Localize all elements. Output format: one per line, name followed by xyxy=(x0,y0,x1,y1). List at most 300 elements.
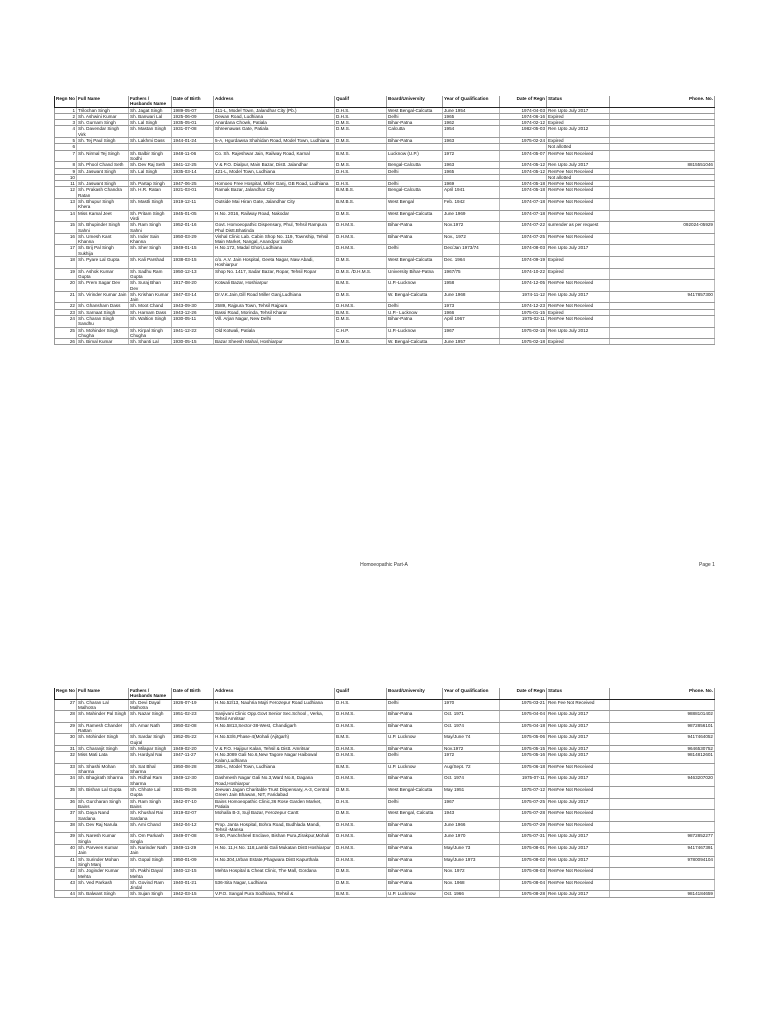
cell-board: Bihar-Patna xyxy=(387,233,443,245)
cell-year: 1963 xyxy=(443,138,500,144)
cell-address: H.No.53/6,Phase-4(Mohali (Ajitgarh) xyxy=(214,734,335,746)
cell-year: Oct. 1971 xyxy=(443,711,500,723)
cell-fathers-name: Sh. Chhote Lal Gupta xyxy=(129,787,172,799)
cell-dob: 1941-12-25 xyxy=(172,162,214,168)
table-header xyxy=(55,688,715,699)
cell-year: June 1957 xyxy=(443,339,500,345)
cell-board: Delhi xyxy=(387,168,443,174)
cell-qualif: B.M.S. xyxy=(335,309,387,315)
cell-fathers-name: Sh. Om Parkash Singla xyxy=(129,833,172,845)
register-table-part-1 xyxy=(54,96,715,345)
table-row xyxy=(55,868,715,880)
cell-board: Delhi xyxy=(387,181,443,187)
cell-full-name: Sh. Gurcharan Singh Bains xyxy=(77,798,129,810)
cell-board: Delhi xyxy=(387,798,443,810)
cell-fathers-name: Sh. Kirpal Singh Chugha xyxy=(129,327,172,339)
cell-address: Old Kotwali, Patiala xyxy=(214,327,335,339)
cell-phone: 9780094104 xyxy=(610,856,715,868)
cell-phone xyxy=(610,821,715,833)
cell-fathers-name: Sh. Ridhal Ram Sharma xyxy=(129,775,172,787)
cell-year: June 1969 xyxy=(443,210,500,222)
cell-date-regn: 1975-08-01 xyxy=(500,845,547,857)
cell-status: RenFee Not Received xyxy=(547,280,610,292)
cell-qualif: B.M.S. xyxy=(335,763,387,775)
cell-status: RenFee Not Received xyxy=(547,199,610,211)
cell-status: Expired xyxy=(547,339,610,345)
cell-qualif: D.M.S. xyxy=(335,138,387,144)
cell-year: Nov. 1968 xyxy=(443,879,500,891)
cell-address: Mohalla B-3, Sujl Bazar, Ferozepur Cantt xyxy=(214,810,335,822)
cell-qualif: C.H.P. xyxy=(335,327,387,339)
cell-dob: 1925-06-09 xyxy=(172,113,214,119)
cell-phone: 9417464052 xyxy=(610,734,715,746)
cell-qualif: D.M.S. xyxy=(335,787,387,799)
cell-board: Bihar-Patna xyxy=(387,722,443,734)
cell-board: West Bengal-Calcutta xyxy=(387,787,443,799)
cell-qualif: D.M.S. /D.H.M.S. xyxy=(335,268,387,280)
cell-regn-no: 42 xyxy=(55,868,77,880)
header-dob: Date of Birth xyxy=(172,688,214,699)
cell-status: Ren Upto July 2017 xyxy=(547,845,610,857)
cell-date-regn: 1975-01-15 xyxy=(500,309,547,315)
cell-full-name: Sh. Daya Nand Sardana xyxy=(77,810,129,822)
cell-fathers-name: Sh. Gopal Singh xyxy=(129,856,172,868)
cell-year: 1966 xyxy=(443,309,500,315)
cell-board: U.P.-Lucknow xyxy=(387,327,443,339)
cell-address: 536-Sita Nagar, Ludhiana xyxy=(214,879,335,891)
table-row xyxy=(55,327,715,339)
cell-status: Ren Upto July 2017 xyxy=(547,856,610,868)
cell-full-name: Sh. Virinder Kumar Jain xyxy=(77,291,129,303)
cell-address: H.No.304,Urban Estate,Phagwara Distt Kapurthala xyxy=(214,856,335,868)
cell-board: Bihar-Patna xyxy=(387,138,443,144)
cell-address: Sanjivani Clinic Opp.Govt Senior Sec.School , Verka, Tehsil Amritsar xyxy=(214,711,335,723)
cell-fathers-name: Sh. Sujan Singh xyxy=(129,891,172,897)
cell-regn-no: 9 xyxy=(55,168,77,174)
cell-regn-no: 1 xyxy=(55,107,77,113)
table-row xyxy=(55,699,715,711)
cell-phone: 9872856101 xyxy=(610,722,715,734)
cell-qualif: D.H.S. xyxy=(335,107,387,113)
cell-dob: 1931-05-26 xyxy=(172,787,214,799)
cell-status: RenFee Not Received xyxy=(547,879,610,891)
cell-qualif: D.M.S. xyxy=(335,810,387,822)
cell-full-name: Sh. Mohinder Singh Chugha xyxy=(77,327,129,339)
cell-status: Expired xyxy=(547,138,610,144)
cell-status: Not allotted xyxy=(547,144,610,150)
cell-address: Bains Homoeopathic Clinic,36 Rose Garden Market, Patiala xyxy=(214,798,335,810)
cell-regn-no: 43 xyxy=(55,879,77,891)
cell-qualif: D.H.M.S. xyxy=(335,752,387,764)
cell-qualif: D.H.S. xyxy=(335,798,387,810)
cell-board: West Bengal-Calcutta xyxy=(387,107,443,113)
cell-board: Bihar-Patna xyxy=(387,856,443,868)
cell-full-name: Sh. Parveen Kumar Jain xyxy=(77,845,129,857)
cell-regn-no: 38 xyxy=(55,821,77,833)
cell-year: June 1970 xyxy=(443,833,500,845)
cell-regn-no: 3 xyxy=(55,120,77,126)
cell-qualif: D.H.S. xyxy=(335,181,387,187)
header-regn-no: Regn No xyxy=(55,688,77,699)
cell-year: 1969 xyxy=(443,181,500,187)
cell-address: H.No. 11,H.No. 118,Lambi Gali Mukatan Distt Hoshiarpur xyxy=(214,845,335,857)
cell-qualif: D.H.M.S. xyxy=(335,233,387,245)
cell-regn-no: 5 xyxy=(55,138,77,144)
cell-dob: 1945-01-05 xyxy=(172,210,214,222)
cell-regn-no: 35 xyxy=(55,787,77,799)
cell-regn-no: 15 xyxy=(55,222,77,234)
header-full-name: Full Name xyxy=(77,688,129,699)
header-year: Year of Qualification xyxy=(443,688,500,699)
cell-status: RenFee Not Received xyxy=(547,315,610,327)
cell-regn-no: 37 xyxy=(55,810,77,822)
cell-date-regn: 1975-08-28 xyxy=(500,891,547,897)
table-row xyxy=(55,291,715,303)
cell-status: RenFee Not Received xyxy=(547,210,610,222)
cell-date-regn: 1974-08-03 xyxy=(500,245,547,257)
cell-status: RenFee Not Received xyxy=(547,168,610,174)
cell-board: Delhi xyxy=(387,752,443,764)
cell-regn-no: 6 xyxy=(55,144,77,150)
cell-dob: 1943-12-26 xyxy=(172,309,214,315)
cell-year: 1973 xyxy=(443,303,500,309)
cell-full-name: Sh. Charan Lal Malhotra xyxy=(77,699,129,711)
cell-regn-no: 21 xyxy=(55,291,77,303)
cell-qualif: D.H.S. xyxy=(335,168,387,174)
cell-address: Bazar Sheesh Mahal, Hoshiarpur xyxy=(214,339,335,345)
cell-board: U.P. Lucknow xyxy=(387,891,443,897)
cell-fathers-name: Sh. Harnam Dass xyxy=(129,309,172,315)
cell-full-name: Sh. Davendar Singh Virk xyxy=(77,126,129,138)
cell-fathers-name: Sh. Ami Chand xyxy=(129,821,172,833)
cell-address: Shop No. 1417, Sadar Bazar, Ropar, Tehsil Ropar xyxy=(214,268,335,280)
header-full-name: Full Name xyxy=(77,96,129,107)
header-phone: Phone. No. xyxy=(610,688,715,699)
cell-address: Ramak Bazar, Jalandhar City xyxy=(214,187,335,199)
cell-fathers-name: Sh. Waltion Singh xyxy=(129,315,172,327)
cell-year: Oct. 1974 xyxy=(443,775,500,787)
table-row xyxy=(55,257,715,269)
cell-phone xyxy=(610,150,715,162)
cell-qualif: B.M.B.S. xyxy=(335,187,387,199)
cell-qualif: D.H.M.S. xyxy=(335,222,387,234)
cell-status: Ren Upto July 2017 xyxy=(547,798,610,810)
cell-year: Dec. 1964 xyxy=(443,257,500,269)
cell-status: RenFee Not Received xyxy=(547,187,610,199)
cell-board: Bihar-Patna xyxy=(387,868,443,880)
cell-full-name: Sh. Charan Singh Sandhu xyxy=(77,315,129,327)
cell-phone xyxy=(610,763,715,775)
cell-board: U.P. Lucknow xyxy=(387,734,443,746)
table-row xyxy=(55,734,715,746)
cell-fathers-name: Sh. Sher Singh xyxy=(129,245,172,257)
cell-regn-no: 44 xyxy=(55,891,77,897)
cell-dob: 1940-12-15 xyxy=(172,868,214,880)
cell-dob: 1935-03-14 xyxy=(172,168,214,174)
table-row xyxy=(55,856,715,868)
cell-date-regn: 1975-03-21 xyxy=(500,699,547,711)
cell-full-name: Sh. Ramesh Chander Rattan xyxy=(77,722,129,734)
cell-qualif: D.H.M.S. xyxy=(335,775,387,787)
cell-status: RenFee Not Received xyxy=(547,303,610,309)
cell-phone xyxy=(610,339,715,345)
cell-dob: 1950-08-28 xyxy=(172,763,214,775)
table-row xyxy=(55,845,715,857)
cell-regn-no: 8 xyxy=(55,162,77,168)
cell-phone: 9463207020 xyxy=(610,775,715,787)
cell-board: University Bihar-Patna xyxy=(387,268,443,280)
cell-status: RenFee Not Received xyxy=(547,763,610,775)
cell-board: Bihar-Patna xyxy=(387,711,443,723)
cell-phone: 9814812601 xyxy=(610,752,715,764)
table-row xyxy=(55,821,715,833)
cell-dob: 1950-12-13 xyxy=(172,268,214,280)
cell-phone xyxy=(610,210,715,222)
cell-full-name: Sh. Brij Pal Singh Sukhija xyxy=(77,245,129,257)
page-number: Page 1 xyxy=(699,562,715,568)
cell-year: Nov., 1972 xyxy=(443,233,500,245)
cell-regn-no: 18 xyxy=(55,257,77,269)
cell-address: H.No. 2016, Railway Road, Nakodar xyxy=(214,210,335,222)
cell-dob: 1949-07-08 xyxy=(172,833,214,845)
cell-date-regn: 1975-06-18 xyxy=(500,763,547,775)
cell-year: Nov.1972 xyxy=(443,222,500,234)
cell-status: surrender as per request xyxy=(547,222,610,234)
cell-status: Ren Upto July 2017 xyxy=(547,833,610,845)
cell-regn-no: 16 xyxy=(55,233,77,245)
cell-phone xyxy=(610,268,715,280)
cell-year: June 1968 xyxy=(443,291,500,303)
cell-qualif: D.H.M.S. xyxy=(335,745,387,751)
cell-regn-no: 4 xyxy=(55,126,77,138)
cell-fathers-name: Sh. Nazar Singh xyxy=(129,711,172,723)
cell-full-name: Sh. Tej Paul Singh xyxy=(77,138,129,144)
cell-year: 1972 xyxy=(443,752,500,764)
cell-address: Outside Mai Hiran Gate, Jalandhar City xyxy=(214,199,335,211)
cell-regn-no: 36 xyxy=(55,798,77,810)
cell-status: Ren Upto July 2017 xyxy=(547,162,610,168)
cell-regn-no: 2 xyxy=(55,113,77,119)
table-row xyxy=(55,245,715,257)
cell-board: U.P.-Lucknow xyxy=(387,280,443,292)
cell-date-regn: 1974-09-19 xyxy=(500,257,547,269)
cell-date-regn: 1975-07-12 xyxy=(500,787,547,799)
cell-board: W. Bengal-Calcutta xyxy=(387,291,443,303)
cell-board: Bihar-Patna xyxy=(387,745,443,751)
table-row xyxy=(55,879,715,891)
header-address: Address xyxy=(214,688,335,699)
cell-full-name: Sh. Ghansham Dass xyxy=(77,303,129,309)
cell-dob: 1989-05-07 xyxy=(172,107,214,113)
cell-dob: 1949-01-15 xyxy=(172,245,214,257)
cell-date-regn: 1974-02-12 xyxy=(500,120,547,126)
cell-fathers-name: Sh. Pritam Singh Virdi xyxy=(129,210,172,222)
cell-fathers-name: Sh. Ram Singh Sahni xyxy=(129,222,172,234)
cell-board: West Bengal, Calcutta xyxy=(387,810,443,822)
cell-phone xyxy=(610,810,715,822)
cell-address: Jeewan Jagan Charitable Trust Dispensary, A-3, Central Green Jain Bhawan, NIT, Faridabad xyxy=(214,787,335,799)
cell-fathers-name: Sh. Partap Singh xyxy=(129,181,172,187)
cell-regn-no: 41 xyxy=(55,856,77,868)
cell-dob: 1947-11-27 xyxy=(172,752,214,764)
cell-qualif: D.H.M.S. xyxy=(335,833,387,845)
cell-full-name: Sh. Sarnaat Singh xyxy=(77,309,129,315)
cell-full-name: Sh. Surinder Mohan Singh Manj xyxy=(77,856,129,868)
cell-full-name: Sh. Ashok Kumar Gupta xyxy=(77,268,129,280)
cell-board: West Bengal xyxy=(387,199,443,211)
cell-status: Ren Upto July 2017 xyxy=(547,291,610,303)
cell-year: 1962 xyxy=(443,120,500,126)
cell-regn-no: 24 xyxy=(55,315,77,327)
cell-date-regn: 1975-05-16 xyxy=(500,752,547,764)
cell-board: Bihar-Patna xyxy=(387,879,443,891)
cell-qualif: D.H.M.S. xyxy=(335,856,387,868)
cell-qualif: D.M.S. xyxy=(335,291,387,303)
cell-qualif: D.M.S. xyxy=(335,120,387,126)
table-row xyxy=(55,126,715,138)
cell-address: Homoeo Free Hospital, Miller Ganj, GB Road, Ludhiana xyxy=(214,181,335,187)
cell-fathers-name: Sh. Mastan Singh xyxy=(129,126,172,138)
cell-year: Oct. 1974 xyxy=(443,722,500,734)
table-row xyxy=(55,315,715,327)
cell-fathers-name: Sh. Sadhu Ram Gupta xyxy=(129,268,172,280)
cell-full-name: Sh. Ved Parkash xyxy=(77,879,129,891)
cell-fathers-name: Sh. Moot Chand xyxy=(129,303,172,309)
cell-board: W. Bengal-Calcutta xyxy=(387,339,443,345)
cell-dob: 1942-03-15 xyxy=(172,891,214,897)
cell-date-regn: 1975-08-04 xyxy=(500,879,547,891)
cell-full-name: Sh. Pyare Lal Gupta xyxy=(77,257,129,269)
cell-regn-no: 28 xyxy=(55,711,77,723)
cell-full-name: Sh. Joginder Kumar Mehta xyxy=(77,868,129,880)
cell-phone: 092024-05929 xyxy=(610,222,715,234)
cell-date-regn: 1974-12-05 xyxy=(500,280,547,292)
cell-qualif: D.M.S. xyxy=(335,210,387,222)
cell-date-regn: 1975-08-03 xyxy=(500,868,547,880)
cell-fathers-name: Sh. Dev Raj Seth xyxy=(129,162,172,168)
header-regn-no: Regn No xyxy=(55,96,77,107)
cell-phone: 9646530752 xyxy=(610,745,715,751)
table-row xyxy=(55,222,715,234)
cell-full-name: Sh. Gurnam Singh xyxy=(77,120,129,126)
cell-regn-no: 11 xyxy=(55,181,77,187)
header-date-regn: Date of Regn xyxy=(500,688,547,699)
cell-dob: 1935-05-01 xyxy=(172,120,214,126)
cell-qualif: D.M.S. xyxy=(335,162,387,168)
cell-regn-no: 22 xyxy=(55,303,77,309)
cell-phone xyxy=(610,280,715,292)
header-board: Board/University xyxy=(387,688,443,699)
cell-phone: 9417857300 xyxy=(610,291,715,303)
cell-fathers-name: Sh. Kali Parshad xyxy=(129,257,172,269)
cell-year: Nov.1972 xyxy=(443,745,500,751)
cell-regn-no: 12 xyxy=(55,187,77,199)
cell-status: Ren Upto July 2017 xyxy=(547,752,610,764)
cell-board: Bihar-Patna xyxy=(387,845,443,857)
cell-status: Ren Upto July 2017 xyxy=(547,245,610,257)
cell-year: Dec/Jan 1973/74 xyxy=(443,245,500,257)
cell-address: Shreenawas Gate, Patiala xyxy=(214,126,335,138)
cell-address: V & P.O. Hajipur Kalan, Tehsil & Distt. Amritsar xyxy=(214,745,335,751)
cell-year: June 1966 xyxy=(443,821,500,833)
cell-status: Expired xyxy=(547,120,610,126)
cell-year: May/June 74 xyxy=(443,734,500,746)
cell-date-regn: 1974-07-25 xyxy=(500,233,547,245)
cell-board: Lucknow (U.P.) xyxy=(387,150,443,162)
cell-fathers-name: Sh. Lal Singh xyxy=(129,120,172,126)
table-row xyxy=(55,891,715,897)
cell-address: H.No.5813,Sector-38-West, Chandigarh xyxy=(214,722,335,734)
cell-qualif: B.M.S. xyxy=(335,734,387,746)
cell-board: Delhi xyxy=(387,245,443,257)
header-board: Board/University xyxy=(387,96,443,107)
cell-board: U.P.- Lucknow xyxy=(387,309,443,315)
cell-dob: 1917-08-20 xyxy=(172,280,214,292)
cell-fathers-name: Sh. Sat Bhal Sharma xyxy=(129,763,172,775)
cell-fathers-name: Sh. Shanti Lal xyxy=(129,339,172,345)
table-row xyxy=(55,210,715,222)
cell-year: 1958 xyxy=(443,280,500,292)
cell-dob: 1949-12-30 xyxy=(172,775,214,787)
cell-board: Calcutta xyxy=(387,126,443,138)
cell-dob: 1919-12-11 xyxy=(172,199,214,211)
table-row xyxy=(55,233,715,245)
cell-phone: 8815551046 xyxy=(610,162,715,168)
cell-year: 1965 xyxy=(443,168,500,174)
table-row xyxy=(55,798,715,810)
cell-year: 1963 xyxy=(443,162,500,168)
cell-dob: 1930-05-11 xyxy=(172,315,214,327)
cell-full-name: Sh. Bishan Lal Gupta xyxy=(77,787,129,799)
cell-status: Ren Upto July 2017 xyxy=(547,775,610,787)
cell-status: Ren Upto July 2017 xyxy=(547,734,610,746)
cell-date-regn: 1982-05-03 xyxy=(500,126,547,138)
cell-year: 1967 xyxy=(443,327,500,339)
cell-address: 421-L, Model Town, Ludhiana xyxy=(214,168,335,174)
cell-phone: 9814184659 xyxy=(610,891,715,897)
cell-address: V & P.O. Dialpur, Main Bazar, Distt. Jalandhar xyxy=(214,162,335,168)
cell-phone: 9872852277 xyxy=(610,833,715,845)
cell-address: V.P.O. Sangal Pura Sodhiana, Tehsil & xyxy=(214,891,335,897)
cell-qualif: D.H.M.S. xyxy=(335,303,387,309)
cell-date-regn: 1974-05-12 xyxy=(500,162,547,168)
cell-date-regn: 1975-04-18 xyxy=(500,722,547,734)
cell-address: H.No.52/13, Nauhria Majri Ferozepur Road Ludhiana xyxy=(214,699,335,711)
table-header xyxy=(55,96,715,107)
cell-status: Expired xyxy=(547,268,610,280)
cell-qualif: B.M.S. xyxy=(335,891,387,897)
cell-fathers-name: Sh. Mastli Singh xyxy=(129,199,172,211)
cell-date-regn: 1975-04-04 xyxy=(500,711,547,723)
cell-address: Vishal Clinic Lab. Cabin Shop No. 119, Township, Tehsil Main Market, Nangal, Anandpur Sahib xyxy=(214,233,335,245)
header-date-regn: Date of Regn xyxy=(500,96,547,107)
cell-full-name: Sh. Charanjit Singh xyxy=(77,745,129,751)
cell-status: RenFee Not Received xyxy=(547,821,610,833)
cell-year: Nov. 1972 xyxy=(443,868,500,880)
cell-date-regn: 1974-12-23 xyxy=(500,303,547,309)
cell-full-name: Sh. Balwant Singh xyxy=(77,891,129,897)
cell-status: RenFee Not Received xyxy=(547,868,610,880)
table-row xyxy=(55,722,715,734)
cell-status: Not allotted xyxy=(547,174,610,180)
cell-fathers-name: Sh. Balbir Singh Sodhi xyxy=(129,150,172,162)
cell-board: Delhi xyxy=(387,699,443,711)
cell-phone xyxy=(610,868,715,880)
cell-full-name: Sh. Prem Sagar Dev xyxy=(77,280,129,292)
cell-full-name: Sh. Mohinder Singh xyxy=(77,734,129,746)
cell-qualif: D.M.S. xyxy=(335,868,387,880)
cell-regn-no: 33 xyxy=(55,763,77,775)
